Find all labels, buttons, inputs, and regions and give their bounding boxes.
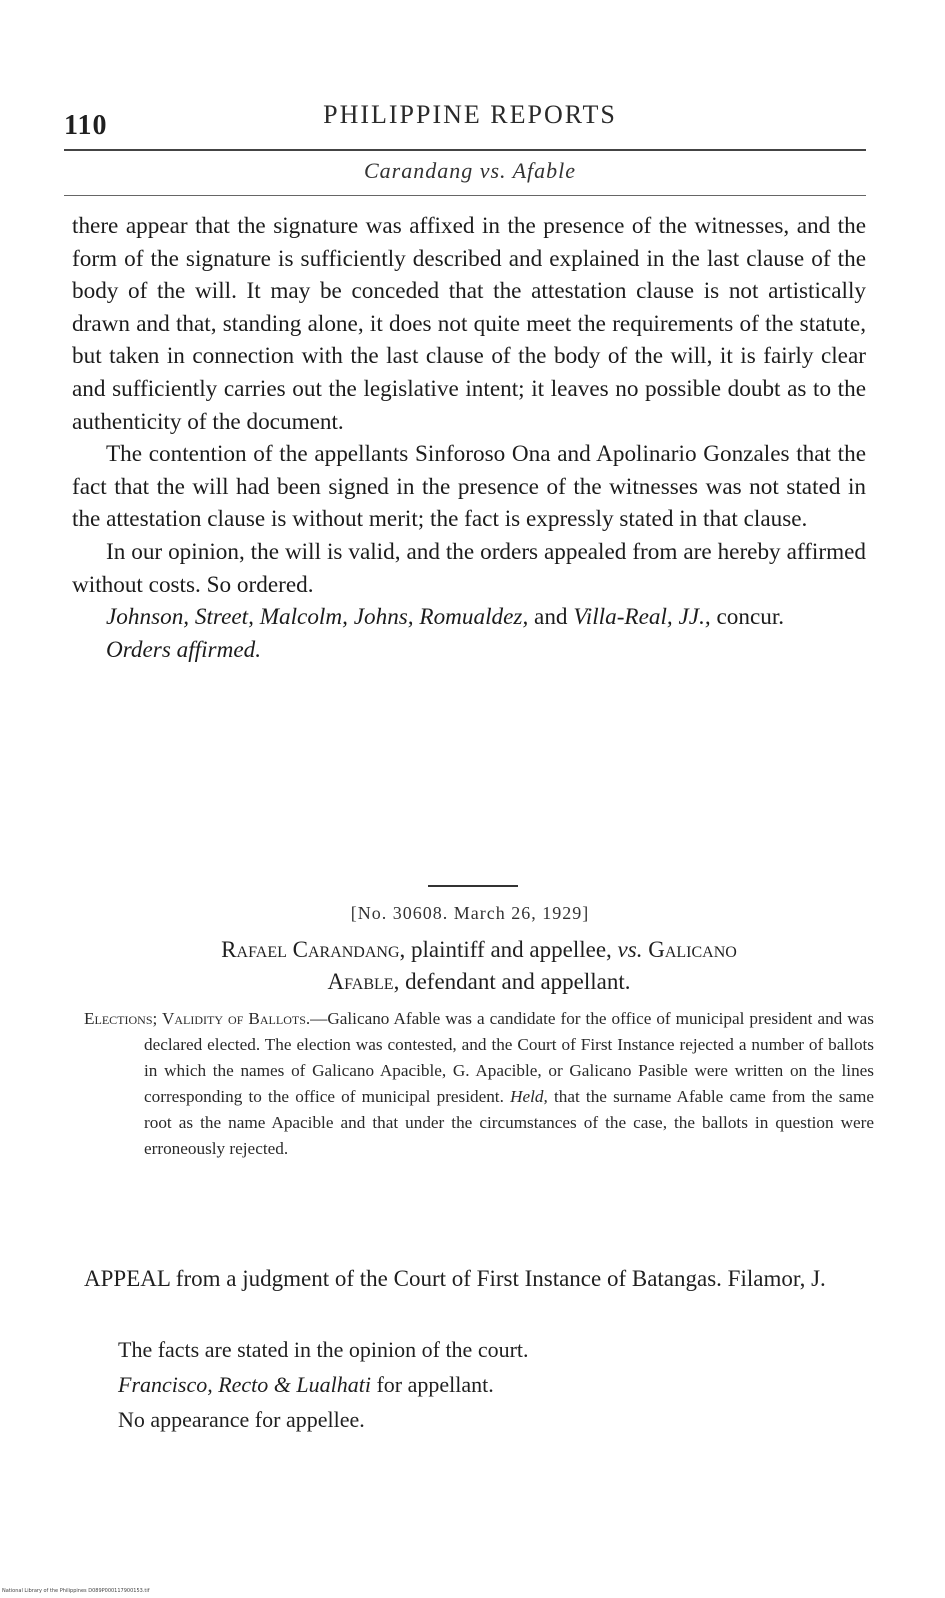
running-title: PHILIPPINE REPORTS	[323, 100, 617, 129]
defendant-name-last: Afable,	[327, 969, 400, 994]
versus: vs.	[617, 937, 643, 962]
opinion-paragraph-2: The contention of the appellants Sinforoso Ona and Apolinario Gonzales that the fact that the will had been signed in the presence of the witnesses was not stated in the attestation clause is without merit; the fact is expressly stated in that clause.	[72, 441, 866, 533]
scan-credit: National Library of the Philippines D089P000117900153.tif	[2, 1588, 150, 1594]
plaintiff-role: plaintiff and appellee,	[411, 937, 612, 962]
counsel-line	[118, 1367, 868, 1402]
subtitle-rule	[64, 195, 866, 196]
concur-word: concur.	[716, 604, 785, 631]
page-number: 110	[64, 110, 108, 141]
case-parties	[84, 934, 874, 998]
syllabus-text-2: that the surname Afable came from the same root as the name Apacible and that under the circumstances of the case, the ballots in question were erroneously rejected.	[144, 1087, 875, 1158]
appellee-note: No appearance for appellee.	[118, 1407, 365, 1432]
case-subtitle: Carandang vs. Afable	[363, 158, 577, 183]
opinion-text	[72, 210, 866, 666]
plaintiff-name: Rafael Carandang,	[221, 937, 406, 962]
disposition: Orders affirmed.	[106, 636, 262, 663]
counsel-names: Francisco, Recto & Lualhati	[118, 1372, 371, 1397]
syllabus-topic: Elections; Validity of Ballots.	[84, 1009, 311, 1028]
counsel-role: for appellant.	[376, 1372, 494, 1397]
syllabus-held: Held,	[510, 1087, 548, 1106]
defendant-role: defendant and appellant.	[405, 969, 631, 994]
concurring-justices: Johnson, Street, Malcolm, Johns, Romualdez,	[106, 604, 529, 631]
opinion-paragraph-1: there appear that the signature was affixed in the presence of the witnesses, and the form of the signature is sufficiently described and explained in the last clause of the body of the will. It may be conceded that the attestation clause is not artistically drawn and that, standing alone, it does not quite meet the requirements of the statute, but taken in connection with the last clause of the body of the will, it is fairly clear and sufficiently carries out the legislative intent; it leaves no possible doubt as to the authenticity of the document.	[72, 213, 866, 435]
defendant-name-first: Galicano	[648, 937, 737, 962]
concur-and: and	[534, 604, 568, 631]
case-divider	[428, 885, 518, 887]
case-tail	[118, 1332, 868, 1437]
syllabus-text-1: —Galicano Afable was a candidate for the office of municipal president and was declared elected. The election was contested, and the Court of First Instance rejected a number of ballots in which the names of Galicano Apacible, G. Apacible, or Galicano Pasible were written on the lines corresponding to the office of municipal president.	[144, 1009, 874, 1106]
concurrence	[72, 601, 866, 634]
syllabus	[84, 1006, 874, 1162]
header-rule	[64, 149, 866, 151]
appeal-line: APPEAL from a judgment of the Court of First Instance of Batangas. Filamor, J.	[84, 1266, 826, 1291]
docket-line: [No. 30608. March 26, 1929]	[350, 903, 590, 923]
concurring-justice-last: Villa-Real, JJ.,	[573, 604, 711, 631]
facts-line: The facts are stated in the opinion of the court.	[118, 1337, 529, 1362]
opinion-paragraph-3: In our opinion, the will is valid, and the orders appealed from are hereby affirmed without costs. So ordered.	[72, 538, 866, 598]
